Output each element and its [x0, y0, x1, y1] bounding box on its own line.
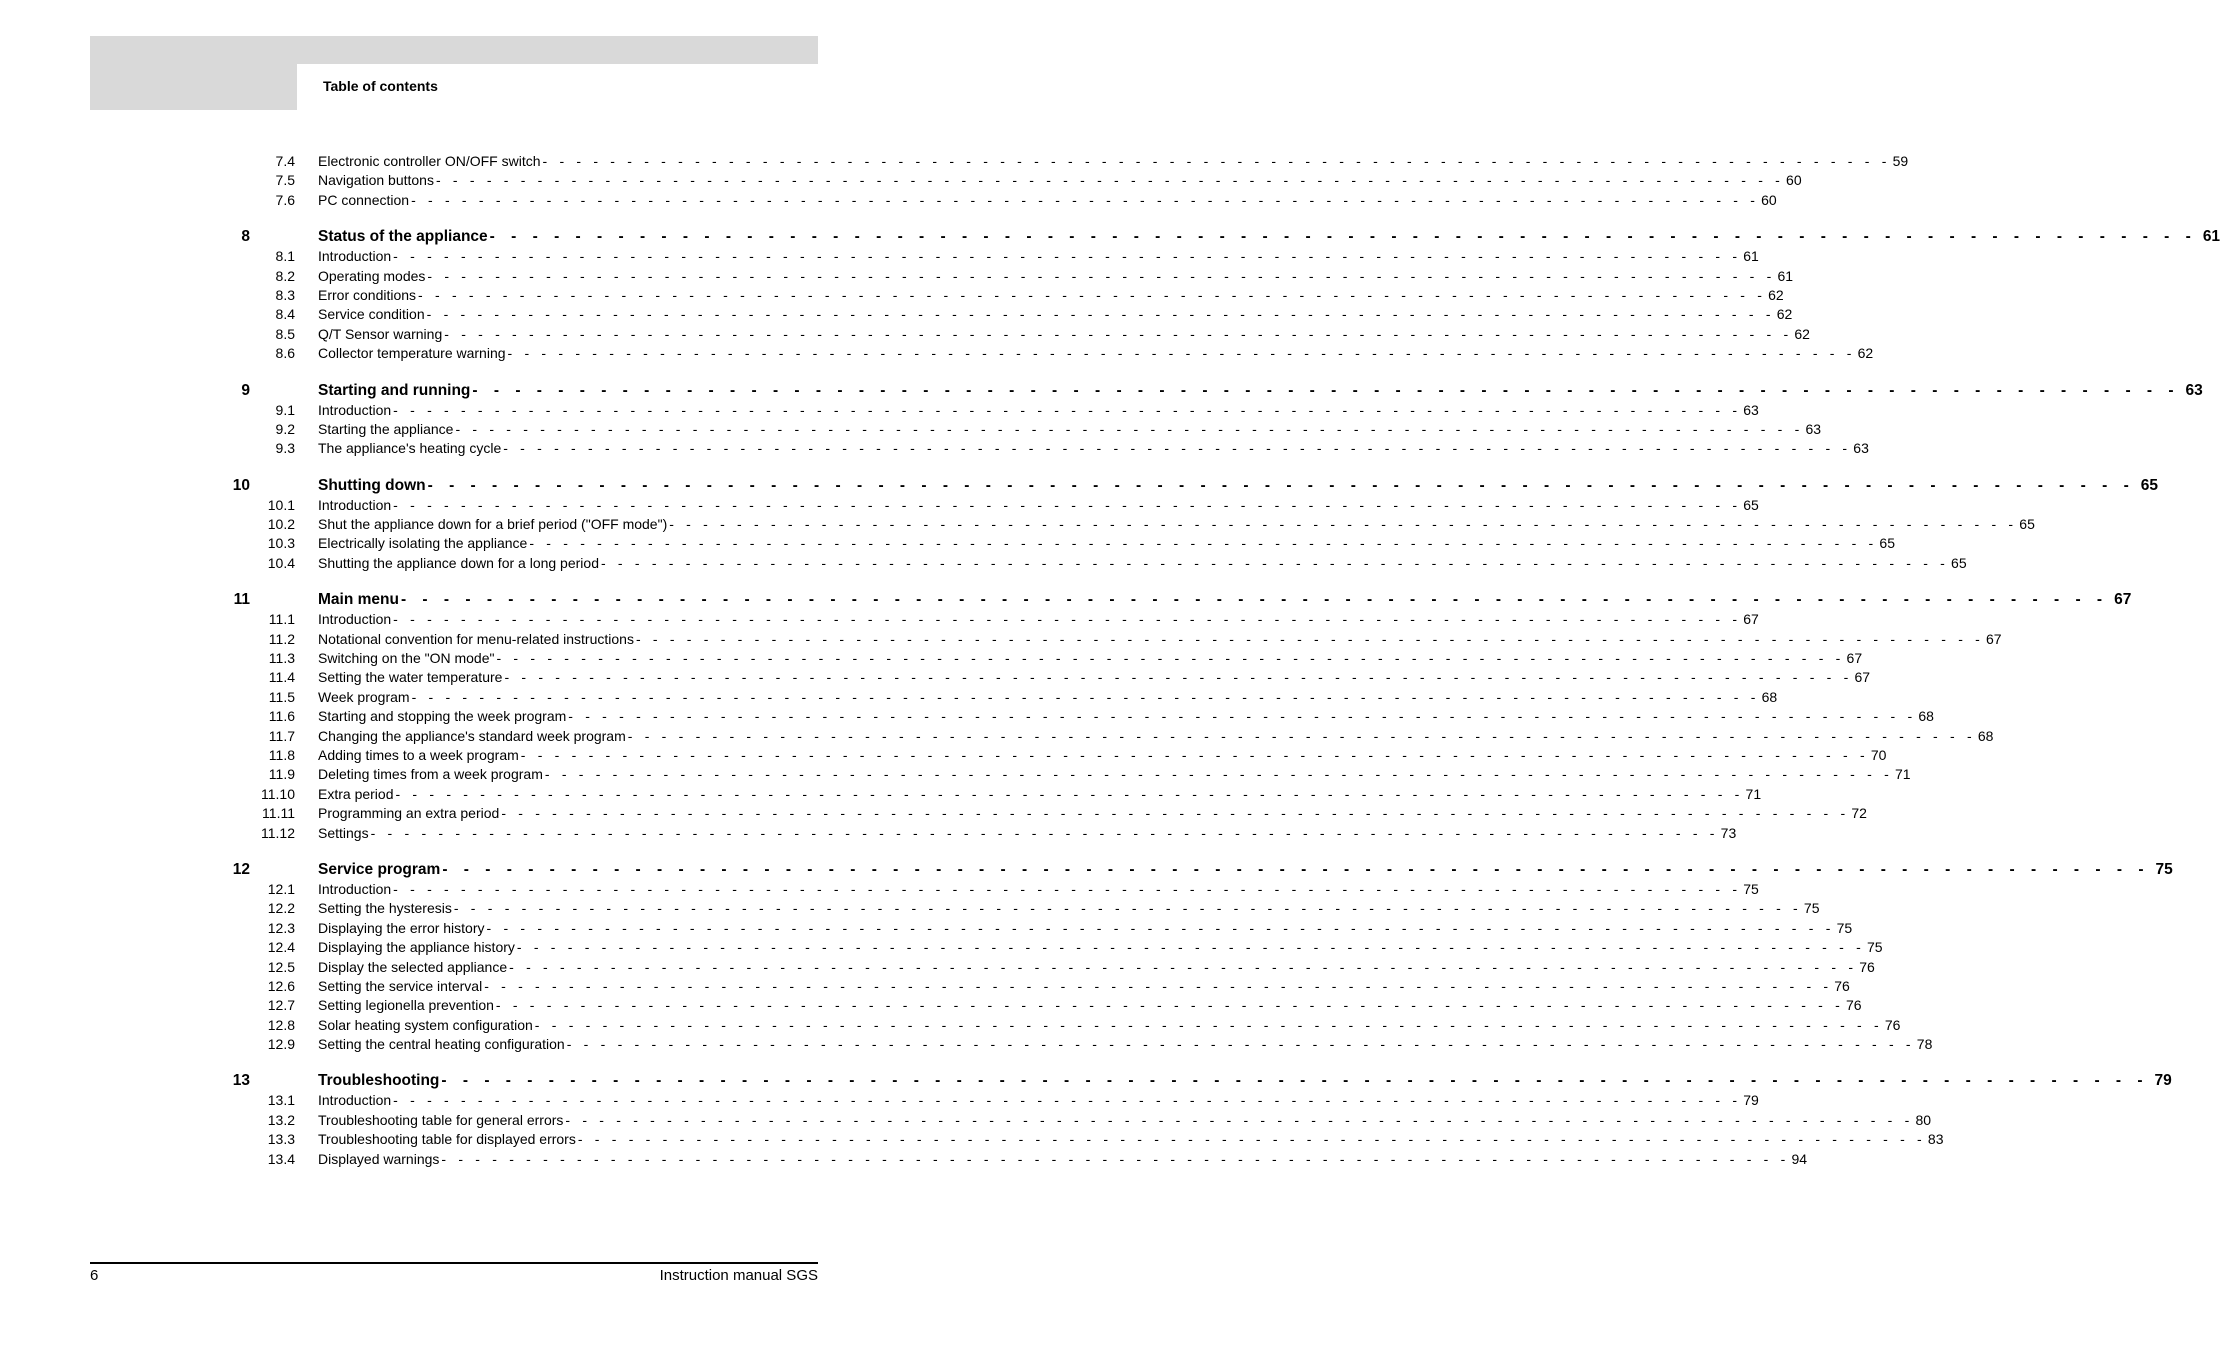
- toc-dot-leader: - - - - - - - - - - - - - - - - - - - - - - - - - - - - - - - - - - - - - - - - - - - - - - - - - - - - - - - - - - - - - - - - - - - - - - - - - - - - - - - -: [520, 746, 1869, 763]
- toc-entry: [318, 630, 2002, 649]
- toc-number: 8.4: [275, 306, 295, 323]
- toc-title: Status of the appliance: [318, 228, 488, 246]
- toc-section-row[interactable]: [0, 1111, 1932, 1130]
- toc-entry: [318, 649, 1863, 668]
- toc-dot-leader: - - - - - - - - - - - - - - - - - - - - - - - - - - - - - - - - - - - - - - - - - - - - - - - - - - - - - - - - - - - - - - - - - - - - - - - - - - - - - - - -: [486, 919, 1835, 936]
- toc-chapter-row[interactable]: [0, 1071, 2172, 1091]
- toc-title: Troubleshooting table for displayed errors: [318, 1131, 576, 1148]
- toc-dot-leader: - - - - - - - - - - - - - - - - - - - - - - - - - - - - - - - - - - - - - - - - - - - - - - - - - - - - - - - - - - - - - - - - - - - - - - - - - - - - - - - -: [393, 248, 1742, 265]
- toc-entry: [318, 785, 1762, 804]
- toc-number: 11.3: [268, 650, 295, 667]
- toc-page-number: 65: [1879, 535, 1895, 552]
- toc-section-row[interactable]: [0, 1150, 1808, 1169]
- toc-number: 11.10: [261, 785, 295, 802]
- toc-entry: [318, 286, 1784, 305]
- toc-number: 11.4: [268, 669, 295, 686]
- toc-number: 10.1: [267, 496, 295, 513]
- toc-chapter-row[interactable]: [0, 381, 2203, 401]
- toc-section-row[interactable]: [0, 977, 1850, 996]
- toc-title: Introduction: [318, 1092, 392, 1109]
- toc-number: 13.1: [267, 1092, 295, 1109]
- toc-page-number: 75: [1866, 939, 1883, 956]
- toc-section-row[interactable]: [0, 171, 1802, 190]
- toc-dot-leader: - - - - - - - - - - - - - - - - - - - - - - - - - - - - - - - - - - - - - - - - - - - - - - - - - - - - - - - - - - - - - - - - - - - - - - - - - - - - - - - -: [472, 381, 2180, 399]
- toc-page-number: 65: [1951, 554, 1967, 571]
- toc-dot-leader: - - - - - - - - - - - - - - - - - - - - - - - - - - - - - - - - - - - - - - - - - - - - - - - - - - - - - - - - - - - - - - - - - - - - - - - - - - - - - - - -: [393, 611, 1742, 628]
- toc-title: Service program: [318, 860, 441, 878]
- toc-dot-leader: - - - - - - - - - - - - - - - - - - - - - - - - - - - - - - - - - - - - - - - - - - - - - - - - - - - - - - - - - - - - - - - - - - - - - - - - - - - - - - - -: [577, 1131, 1926, 1148]
- toc-dot-leader: - - - - - - - - - - - - - - - - - - - - - - - - - - - - - - - - - - - - - - - - - - - - - - - - - - - - - - - - - - - - - - - - - - - - - - - - - - - - - - - -: [516, 939, 1865, 956]
- toc-section-row[interactable]: [0, 727, 1994, 746]
- toc-title: Setting legionella prevention: [318, 997, 494, 1014]
- toc-entry: [318, 401, 1759, 420]
- header-tab: [90, 64, 297, 110]
- toc-section-row[interactable]: [0, 515, 2035, 534]
- toc-title: Deleting times from a week program: [318, 766, 543, 783]
- toc-dot-leader: - - - - - - - - - - - - - - - - - - - - - - - - - - - - - - - - - - - - - - - - - - - - - - - - - - - - - - - - - - - - - - - - - - - - - - - - - - - - - - - -: [393, 401, 1742, 418]
- toc-number: 11.5: [268, 688, 295, 705]
- toc-page-number: 63: [1805, 420, 1822, 437]
- toc-entry: [318, 1016, 1901, 1035]
- toc-entry: [318, 325, 1810, 344]
- toc-number: 12.1: [267, 880, 295, 897]
- toc-page-number: 94: [1791, 1150, 1808, 1167]
- toc-title: Shut the appliance down for a brief period ("OFF mode"): [318, 516, 668, 533]
- toc-section-row[interactable]: [0, 919, 1853, 938]
- toc-title: Starting the appliance: [318, 420, 454, 437]
- toc-dot-leader: - - - - - - - - - - - - - - - - - - - - - - - - - - - - - - - - - - - - - - - - - - - - - - - - - - - - - - - - - - - - - - - - - - - - - - - - - - - - - - - -: [503, 440, 1852, 457]
- toc-section-row[interactable]: [0, 439, 1869, 458]
- toc-title: Settings: [318, 824, 369, 841]
- toc-page-number: 70: [1870, 746, 1887, 763]
- toc-dot-leader: - - - - - - - - - - - - - - - - - - - - - - - - - - - - - - - - - - - - - - - - - - - - - - - - - - - - - - - - - - - - - - - - - - - - - - - - - - - - - - - -: [489, 228, 2197, 246]
- toc-title: Switching on the "ON mode": [318, 650, 495, 667]
- toc-dot-leader: - - - - - - - - - - - - - - - - - - - - - - - - - - - - - - - - - - - - - - - - - - - - - - - - - - - - - - - - - - - - - - - - - - - - - - - - - - - - - - - -: [568, 708, 1917, 725]
- footer-page-number: 6: [90, 1267, 99, 1284]
- toc-page-number: 76: [1859, 958, 1875, 975]
- page-title: Table of contents: [323, 78, 438, 94]
- toc-title: Starting and running: [318, 381, 471, 399]
- toc-title: Setting the central heating configuration: [318, 1036, 565, 1053]
- toc-dot-leader: - - - - - - - - - - - - - - - - - - - - - - - - - - - - - - - - - - - - - - - - - - - - - - - - - - - - - - - - - - - - - - - - - - - - - - - - - - - - - - - -: [565, 1111, 1914, 1128]
- toc-section-row[interactable]: [0, 899, 1820, 918]
- toc-number: 12.4: [267, 939, 295, 956]
- toc-section-row[interactable]: [0, 325, 1810, 344]
- toc-section-row[interactable]: [0, 610, 1759, 629]
- toc-entry: [318, 247, 1759, 266]
- toc-title: Introduction: [318, 401, 392, 418]
- toc-section-row[interactable]: [0, 938, 1883, 957]
- toc-dot-leader: - - - - - - - - - - - - - - - - - - - - - - - - - - - - - - - - - - - - - - - - - - - - - - - - - - - - - - - - - - - - - - - - - - - - - - - - - - - - - - - -: [544, 766, 1893, 783]
- toc-page-number: 68: [1761, 688, 1778, 705]
- toc-number: 13.3: [267, 1131, 295, 1148]
- toc-page-number: 63: [1743, 401, 1759, 418]
- toc-entry: [318, 1111, 1932, 1130]
- toc-page-number: 60: [1761, 191, 1777, 208]
- toc-page-number: 61: [1743, 248, 1759, 265]
- toc-entry: [318, 919, 1853, 938]
- toc-page-number: 63: [1853, 440, 1869, 457]
- toc-title: PC connection: [318, 191, 410, 208]
- toc-page-number: 67: [1743, 611, 1759, 628]
- toc-page-number: 76: [1834, 977, 1850, 994]
- toc-number: 13: [232, 1072, 250, 1090]
- toc-page-number: 65: [2140, 476, 2158, 494]
- toc-entry: [318, 496, 1759, 515]
- toc-section-row[interactable]: [0, 401, 1759, 420]
- toc-page-number: 67: [2114, 591, 2132, 609]
- toc-page-number: 73: [1720, 824, 1737, 841]
- toc-section-row[interactable]: [0, 996, 1862, 1015]
- toc-page-number: 68: [1977, 727, 1994, 744]
- toc-entry: [318, 804, 1867, 823]
- toc-title: Collector temperature warning: [318, 345, 506, 362]
- toc-dot-leader: - - - - - - - - - - - - - - - - - - - - - - - - - - - - - - - - - - - - - - - - - - - - - - - - - - - - - - - - - - - - - - - - - - - - - - - - - - - - - - - -: [427, 476, 2135, 494]
- toc-chapter-row[interactable]: [0, 590, 2132, 610]
- toc-page-number: 63: [2185, 381, 2203, 399]
- toc-section-row[interactable]: [0, 668, 1871, 687]
- toc-dot-leader: - - - - - - - - - - - - - - - - - - - - - - - - - - - - - - - - - - - - - - - - - - - - - - - - - - - - - - - - - - - - - - - - - - - - - - - - - - - - - - - -: [393, 496, 1742, 513]
- toc-dot-leader: - - - - - - - - - - - - - - - - - - - - - - - - - - - - - - - - - - - - - - - - - - - - - - - - - - - - - - - - - - - - - - - - - - - - - - - - - - - - - - - -: [411, 688, 1760, 705]
- toc-number: 12.3: [267, 919, 295, 936]
- toc-dot-leader: - - - - - - - - - - - - - - - - - - - - - - - - - - - - - - - - - - - - - - - - - - - - - - - - - - - - - - - - - - - - - - - - - - - - - - - - - - - - - - - -: [400, 591, 2109, 609]
- toc-page-number: 60: [1786, 172, 1802, 189]
- toc-dot-leader: - - - - - - - - - - - - - - - - - - - - - - - - - - - - - - - - - - - - - - - - - - - - - - - - - - - - - - - - - - - - - - - - - - - - - - - - - - - - - - - -: [442, 860, 2150, 878]
- toc-entry: [318, 938, 1883, 957]
- toc-dot-leader: - - - - - - - - - - - - - - - - - - - - - - - - - - - - - - - - - - - - - - - - - - - - - - - - - - - - - - - - - - - - - - - - - - - - - - - - - - - - - - - -: [370, 824, 1719, 841]
- toc-number: 7.6: [275, 191, 295, 208]
- toc-number: 13.2: [267, 1111, 295, 1128]
- toc-entry: [318, 996, 1862, 1015]
- toc-section-row[interactable]: [0, 958, 1875, 977]
- toc-number: 12.5: [267, 958, 295, 975]
- toc-number: 11.11: [262, 805, 295, 822]
- toc-dot-leader: - - - - - - - - - - - - - - - - - - - - - - - - - - - - - - - - - - - - - - - - - - - - - - - - - - - - - - - - - - - - - - - - - - - - - - - - - - - - - - - -: [600, 554, 1950, 571]
- toc-section-row[interactable]: [0, 765, 1911, 784]
- toc-dot-leader: - - - - - - - - - - - - - - - - - - - - - - - - - - - - - - - - - - - - - - - - - - - - - - - - - - - - - - - - - - - - - - - - - - - - - - - - - - - - - - - -: [393, 1092, 1742, 1109]
- toc-title: Error conditions: [318, 286, 417, 303]
- toc-dot-leader: - - - - - - - - - - - - - - - - - - - - - - - - - - - - - - - - - - - - - - - - - - - - - - - - - - - - - - - - - - - - - - - - - - - - - - - - - - - - - - - -: [395, 785, 1744, 802]
- toc-entry: [318, 420, 1822, 439]
- toc-entry: [318, 707, 1934, 726]
- toc-title: Changing the appliance's standard week program: [318, 727, 626, 744]
- toc-dot-leader: - - - - - - - - - - - - - - - - - - - - - - - - - - - - - - - - - - - - - - - - - - - - - - - - - - - - - - - - - - - - - - - - - - - - - - - - - - - - - - - -: [453, 900, 1802, 917]
- toc-dot-leader: - - - - - - - - - - - - - - - - - - - - - - - - - - - - - - - - - - - - - - - - - - - - - - - - - - - - - - - - - - - - - - - - - - - - - - - - - - - - - - - -: [496, 650, 1845, 667]
- toc-section-row[interactable]: [0, 554, 1967, 573]
- toc-number: 9: [241, 381, 250, 399]
- toc-page-number: 75: [2155, 860, 2173, 878]
- toc-dot-leader: - - - - - - - - - - - - - - - - - - - - - - - - - - - - - - - - - - - - - - - - - - - - - - - - - - - - - - - - - - - - - - - - - - - - - - - - - - - - - - - -: [418, 286, 1767, 303]
- toc-number: 12.9: [267, 1036, 295, 1053]
- toc-number: 8.2: [275, 267, 295, 284]
- toc-entry: [318, 668, 1871, 687]
- toc-page-number: 62: [1776, 306, 1793, 323]
- toc-section-row[interactable]: [0, 630, 2002, 649]
- toc-section-row[interactable]: [0, 688, 1778, 707]
- toc-number: 11.6: [268, 708, 295, 725]
- toc-section-row[interactable]: [0, 247, 1759, 266]
- toc-section-row[interactable]: [0, 785, 1762, 804]
- toc-page-number: 71: [1894, 766, 1911, 783]
- toc-title: Operating modes: [318, 267, 426, 284]
- toc-entry: [318, 534, 1895, 553]
- toc-page-number: 76: [1884, 1016, 1901, 1033]
- toc-title: Service condition: [318, 306, 425, 323]
- toc-page-number: 67: [1986, 630, 2002, 647]
- toc-number: 8.6: [275, 345, 295, 362]
- toc-section-row[interactable]: [0, 267, 1794, 286]
- toc-title: Displayed warnings: [318, 1150, 440, 1167]
- toc-number: 7.4: [275, 153, 295, 169]
- toc-number: 11: [233, 591, 250, 609]
- toc-section-row[interactable]: [0, 305, 1793, 324]
- toc-page-number: 75: [1743, 880, 1759, 897]
- toc-entry: [318, 191, 1777, 210]
- toc-title: The appliance's heating cycle: [318, 440, 502, 457]
- toc-number: 12.8: [267, 1016, 295, 1033]
- toc-entry: [318, 1091, 1759, 1110]
- toc-title: Setting the service interval: [318, 977, 483, 994]
- toc-number: 12.6: [267, 977, 295, 994]
- toc-section-row[interactable]: [0, 191, 1777, 210]
- toc-chapter-row[interactable]: [0, 860, 2173, 880]
- footer-document-title: Instruction manual SGS: [659, 1267, 818, 1284]
- toc-title: Displaying the appliance history: [318, 939, 515, 956]
- toc-dot-leader: - - - - - - - - - - - - - - - - - - - - - - - - - - - - - - - - - - - - - - - - - - - - - - - - - - - - - - - - - - - - - - - - - - - - - - - - - - - - - - - -: [441, 1072, 2149, 1090]
- toc-entry: [318, 824, 1737, 843]
- toc-dot-leader: - - - - - - - - - - - - - - - - - - - - - - - - - - - - - - - - - - - - - - - - - - - - - - - - - - - - - - - - - - - - - - - - - - - - - - - - - - - - - - - -: [393, 880, 1742, 897]
- toc-title: Introduction: [318, 611, 392, 628]
- toc-number: 9.2: [275, 420, 295, 437]
- toc-title: Adding times to a week program: [318, 746, 519, 763]
- toc-section-row[interactable]: [0, 152, 1909, 171]
- toc-section-row[interactable]: [0, 804, 1867, 823]
- toc-entry: [318, 267, 1794, 286]
- toc-entry: [318, 727, 1994, 746]
- toc-chapter-row[interactable]: [0, 476, 2158, 496]
- toc-title: Q/T Sensor warning: [318, 325, 443, 342]
- toc-entry: [318, 439, 1869, 458]
- toc-number: 12.2: [267, 900, 295, 917]
- toc-dot-leader: - - - - - - - - - - - - - - - - - - - - - - - - - - - - - - - - - - - - - - - - - - - - - - - - - - - - - - - - - - - - - - - - - - - - - - - - - - - - - - - -: [566, 1036, 1915, 1053]
- toc-number: 11.8: [268, 746, 295, 763]
- toc-title: Extra period: [318, 785, 394, 802]
- toc-dot-leader: - - - - - - - - - - - - - - - - - - - - - - - - - - - - - - - - - - - - - - - - - - - - - - - - - - - - - - - - - - - - - - - - - - - - - - - - - - - - - - - -: [484, 977, 1833, 994]
- toc-section-row[interactable]: [0, 534, 1895, 553]
- toc-entry: [318, 880, 1759, 899]
- toc-entry: [318, 746, 1887, 765]
- toc-title: Main menu: [318, 591, 399, 609]
- toc-number: 8.5: [275, 325, 295, 342]
- toc-entry: [318, 1130, 1944, 1149]
- toc-entry: [318, 958, 1875, 977]
- toc-section-row[interactable]: [0, 880, 1759, 899]
- toc-page-number: 65: [2019, 516, 2035, 533]
- toc-title: Shutting the appliance down for a long period: [318, 554, 599, 571]
- toc-number: 11.9: [268, 766, 295, 783]
- toc-page-number: 62: [1794, 325, 1810, 342]
- toc-section-row[interactable]: [0, 746, 1887, 765]
- toc-page-number: 76: [1845, 997, 1862, 1014]
- toc-number: 13.4: [267, 1150, 295, 1167]
- toc-number: 10.2: [267, 516, 295, 533]
- toc-entry: [318, 171, 1802, 190]
- toc-title: Solar heating system configuration: [318, 1016, 533, 1033]
- toc-page-number: 80: [1915, 1111, 1932, 1128]
- toc-entry: [318, 305, 1793, 324]
- footer-divider: [90, 1262, 818, 1264]
- toc-number: 10.3: [267, 535, 295, 552]
- toc-entry: [318, 152, 1909, 171]
- toc-title: Shutting down: [318, 476, 426, 494]
- toc-dot-leader: - - - - - - - - - - - - - - - - - - - - - - - - - - - - - - - - - - - - - - - - - - - - - - - - - - - - - - - - - - - - - - - - - - - - - - - - - - - - - - - -: [504, 669, 1853, 686]
- toc-page-number: 83: [1927, 1131, 1944, 1148]
- toc-number: 7.5: [275, 172, 295, 189]
- toc-title: Setting the water temperature: [318, 669, 503, 686]
- toc-number: 10: [232, 476, 250, 494]
- toc-title: Introduction: [318, 248, 392, 265]
- toc-title: Introduction: [318, 880, 392, 897]
- toc-page-number: 65: [1743, 496, 1759, 513]
- toc-dot-leader: - - - - - - - - - - - - - - - - - - - - - - - - - - - - - - - - - - - - - - - - - - - - - - - - - - - - - - - - - - - - - - - - - - - - - - - - - - - - - - - -: [501, 805, 1850, 822]
- toc-page-number: 71: [1745, 785, 1762, 802]
- toc-title: Introduction: [318, 496, 392, 513]
- toc-entry: [318, 1035, 1933, 1054]
- toc-dot-leader: - - - - - - - - - - - - - - - - - - - - - - - - - - - - - - - - - - - - - - - - - - - - - - - - - - - - - - - - - - - - - - - - - - - - - - - - - - - - - - - -: [529, 535, 1878, 552]
- toc-number: 11.7: [268, 727, 295, 744]
- toc-title: Week program: [318, 688, 410, 705]
- toc-chapter-row[interactable]: [0, 227, 2220, 247]
- toc-title: Navigation buttons: [318, 172, 434, 189]
- toc-page-number: 75: [1803, 900, 1820, 917]
- toc-entry: [318, 1150, 1808, 1169]
- toc-dot-leader: - - - - - - - - - - - - - - - - - - - - - - - - - - - - - - - - - - - - - - - - - - - - - - - - - - - - - - - - - - - - - - - - - - - - - - - - - - - - - - - -: [542, 153, 1891, 169]
- toc-number: 11.1: [268, 611, 295, 628]
- toc-page-number: 72: [1851, 805, 1867, 822]
- table-of-contents: [0, 152, 2220, 1169]
- toc-dot-leader: - - - - - - - - - - - - - - - - - - - - - - - - - - - - - - - - - - - - - - - - - - - - - - - - - - - - - - - - - - - - - - - - - - - - - - - - - - - - - - - -: [444, 325, 1793, 342]
- toc-entry: [318, 688, 1778, 707]
- header-bar: [90, 36, 818, 64]
- toc-page-number: 62: [1768, 286, 1784, 303]
- toc-number: 11.2: [268, 630, 295, 647]
- toc-title: Electronic controller ON/OFF switch: [318, 153, 541, 169]
- toc-page-number: 68: [1918, 708, 1934, 725]
- toc-number: 11.12: [261, 824, 295, 841]
- toc-title: Troubleshooting: [318, 1072, 440, 1090]
- toc-entry: [318, 590, 2132, 610]
- toc-page-number: 79: [1743, 1092, 1759, 1109]
- toc-title: Setting the hysteresis: [318, 900, 452, 917]
- toc-dot-leader: - - - - - - - - - - - - - - - - - - - - - - - - - - - - - - - - - - - - - - - - - - - - - - - - - - - - - - - - - - - - - - - - - - - - - - - - - - - - - - - -: [635, 630, 1985, 647]
- toc-page-number: 61: [2202, 228, 2220, 246]
- toc-page-number: 67: [1846, 650, 1863, 667]
- toc-entry: [318, 860, 2173, 880]
- toc-section-row[interactable]: [0, 286, 1784, 305]
- toc-section-row[interactable]: [0, 1035, 1933, 1054]
- toc-page-number: 59: [1892, 153, 1909, 169]
- toc-entry: [318, 515, 2035, 534]
- toc-title: Starting and stopping the week program: [318, 708, 567, 725]
- toc-number: 12.7: [267, 997, 295, 1014]
- toc-title: Troubleshooting table for general errors: [318, 1111, 564, 1128]
- toc-entry: [318, 381, 2203, 401]
- toc-dot-leader: - - - - - - - - - - - - - - - - - - - - - - - - - - - - - - - - - - - - - - - - - - - - - - - - - - - - - - - - - - - - - - - - - - - - - - - - - - - - - - - -: [509, 958, 1858, 975]
- toc-entry: [318, 610, 1759, 629]
- toc-number: 10.4: [267, 554, 295, 571]
- toc-entry: [318, 476, 2158, 496]
- toc-entry: [318, 227, 2220, 247]
- toc-section-row[interactable]: [0, 344, 1874, 363]
- toc-section-row[interactable]: [0, 1091, 1759, 1110]
- toc-number: 8.3: [275, 286, 295, 303]
- toc-number: 9.1: [275, 401, 295, 418]
- toc-dot-leader: - - - - - - - - - - - - - - - - - - - - - - - - - - - - - - - - - - - - - - - - - - - - - - - - - - - - - - - - - - - - - - - - - - - - - - - - - - - - - - - -: [455, 420, 1804, 437]
- toc-page-number: 61: [1777, 267, 1794, 284]
- toc-page-number: 62: [1857, 345, 1874, 362]
- toc-entry: [318, 344, 1874, 363]
- toc-entry: [318, 765, 1911, 784]
- toc-title: Notational convention for menu-related instructions: [318, 630, 634, 647]
- toc-section-row[interactable]: [0, 1130, 1944, 1149]
- toc-entry: [318, 554, 1967, 573]
- toc-entry: [318, 1071, 2172, 1091]
- toc-page-number: 75: [1836, 919, 1853, 936]
- toc-dot-leader: - - - - - - - - - - - - - - - - - - - - - - - - - - - - - - - - - - - - - - - - - - - - - - - - - - - - - - - - - - - - - - - - - - - - - - - - - - - - - - - -: [627, 727, 1976, 744]
- toc-dot-leader: - - - - - - - - - - - - - - - - - - - - - - - - - - - - - - - - - - - - - - - - - - - - - - - - - - - - - - - - - - - - - - - - - - - - - - - - - - - - - - - -: [495, 997, 1844, 1014]
- toc-section-row[interactable]: [0, 496, 1759, 515]
- toc-dot-leader: - - - - - - - - - - - - - - - - - - - - - - - - - - - - - - - - - - - - - - - - - - - - - - - - - - - - - - - - - - - - - - - - - - - - - - - - - - - - - - - -: [441, 1150, 1790, 1167]
- toc-title: Electrically isolating the appliance: [318, 535, 528, 552]
- toc-page-number: 78: [1916, 1036, 1933, 1053]
- toc-title: Display the selected appliance: [318, 958, 508, 975]
- toc-dot-leader: - - - - - - - - - - - - - - - - - - - - - - - - - - - - - - - - - - - - - - - - - - - - - - - - - - - - - - - - - - - - - - - - - - - - - - - - - - - - - - - -: [534, 1016, 1883, 1033]
- toc-entry: [318, 899, 1820, 918]
- toc-dot-leader: - - - - - - - - - - - - - - - - - - - - - - - - - - - - - - - - - - - - - - - - - - - - - - - - - - - - - - - - - - - - - - - - - - - - - - - - - - - - - - - -: [435, 172, 1785, 189]
- toc-number: 12: [232, 860, 250, 878]
- toc-dot-leader: - - - - - - - - - - - - - - - - - - - - - - - - - - - - - - - - - - - - - - - - - - - - - - - - - - - - - - - - - - - - - - - - - - - - - - - - - - - - - - - -: [669, 516, 2018, 533]
- toc-section-row[interactable]: [0, 707, 1934, 726]
- toc-dot-leader: - - - - - - - - - - - - - - - - - - - - - - - - - - - - - - - - - - - - - - - - - - - - - - - - - - - - - - - - - - - - - - - - - - - - - - - - - - - - - - - -: [427, 267, 1776, 284]
- toc-page-number: 79: [2154, 1072, 2172, 1090]
- toc-number: 8.1: [275, 248, 295, 265]
- toc-title: Displaying the error history: [318, 919, 485, 936]
- toc-dot-leader: - - - - - - - - - - - - - - - - - - - - - - - - - - - - - - - - - - - - - - - - - - - - - - - - - - - - - - - - - - - - - - - - - - - - - - - - - - - - - - - -: [426, 306, 1775, 323]
- toc-entry: [318, 977, 1850, 996]
- toc-section-row[interactable]: [0, 420, 1822, 439]
- toc-number: 8: [241, 228, 250, 246]
- toc-number: 9.3: [275, 440, 295, 457]
- toc-section-row[interactable]: [0, 649, 1863, 668]
- toc-page-number: 67: [1854, 669, 1871, 686]
- toc-dot-leader: - - - - - - - - - - - - - - - - - - - - - - - - - - - - - - - - - - - - - - - - - - - - - - - - - - - - - - - - - - - - - - - - - - - - - - - - - - - - - - - -: [507, 345, 1856, 362]
- toc-section-row[interactable]: [0, 824, 1737, 843]
- toc-dot-leader: - - - - - - - - - - - - - - - - - - - - - - - - - - - - - - - - - - - - - - - - - - - - - - - - - - - - - - - - - - - - - - - - - - - - - - - - - - - - - - - -: [411, 191, 1760, 208]
- toc-section-row[interactable]: [0, 1016, 1901, 1035]
- toc-title: Programming an extra period: [318, 805, 500, 822]
